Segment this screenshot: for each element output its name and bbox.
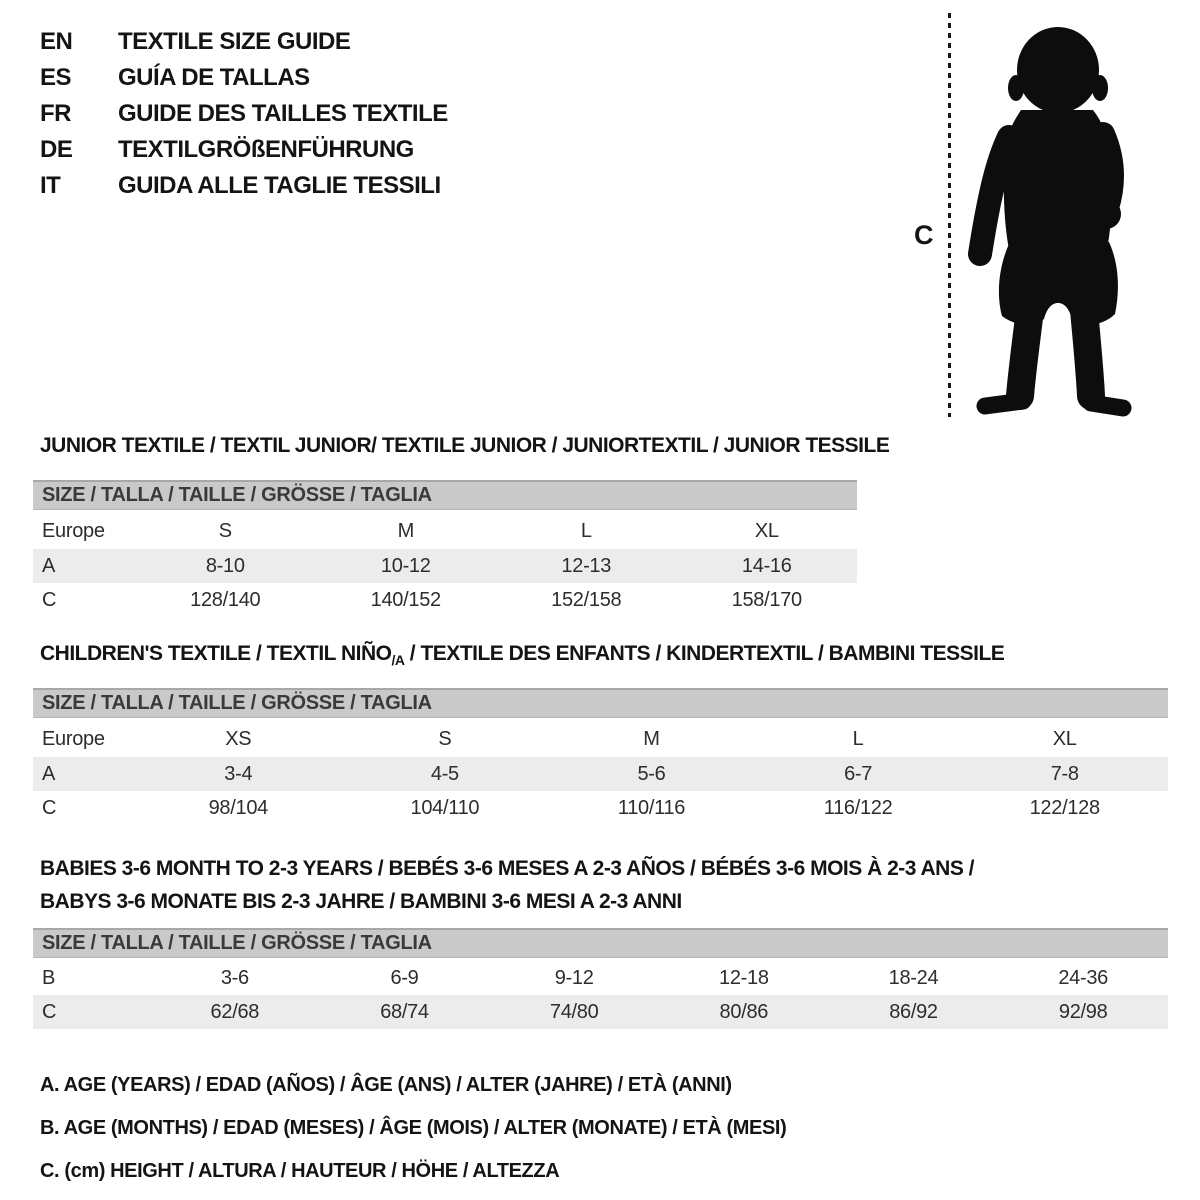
babies-heading-line2: BABYS 3-6 MONATE BIS 2-3 JAHRE / BAMBINI 3-6 MESI A 2-3 ANNI [40, 890, 682, 913]
cell: 122/128 [1029, 796, 1100, 819]
cell: 80/86 [719, 1000, 769, 1023]
column-header: L [580, 519, 592, 542]
legend-line: C. (cm) HEIGHT / ALTURA / HAUTEUR / HÖHE / ALTEZZA [40, 1160, 560, 1182]
cell: 5-6 [637, 762, 666, 785]
legend-line: A. AGE (YEARS) / EDAD (AÑOS) / ÂGE (ANS) / ALTER (JAHRE) / ETÀ (ANNI) [40, 1074, 732, 1096]
height-measure-dashed-line [948, 13, 951, 417]
cell: 3-6 [220, 966, 249, 989]
cell: 10-12 [380, 554, 431, 577]
table-column-header-row [33, 513, 857, 549]
table-row [33, 791, 1168, 825]
language-row [40, 24, 448, 60]
cell: 3-4 [224, 762, 253, 785]
cell: 7-8 [1050, 762, 1079, 785]
language-title: GUIDA ALLE TAGLIE TESSILI [118, 172, 441, 199]
babies-table [33, 928, 1168, 1029]
height-marker-label: C [914, 220, 934, 250]
region-label: Europe [42, 727, 105, 750]
children-section-heading [40, 642, 1004, 672]
table-column-header-row [33, 721, 1168, 757]
column-header: XS [225, 727, 252, 750]
language-row [40, 60, 448, 96]
cell: 62/68 [210, 1000, 260, 1023]
column-header: S [218, 519, 232, 542]
language-code: IT [40, 172, 61, 199]
row-label: A [42, 762, 56, 785]
junior-section-heading: JUNIOR TEXTILE / TEXTIL JUNIOR/ TEXTILE JUNIOR / JUNIORTEXTIL / JUNIOR TESSILE [40, 434, 890, 457]
language-title: TEXTILGRÖßENFÜHRUNG [118, 136, 414, 163]
babies-section-heading [40, 852, 974, 918]
table-row [33, 757, 1168, 791]
cell: 104/110 [410, 796, 480, 819]
table-row [33, 961, 1168, 995]
row-label: C [42, 796, 57, 819]
cell: 98/104 [208, 796, 268, 819]
cell: 24-36 [1058, 966, 1108, 989]
language-title: GUÍA DE TALLAS [118, 64, 310, 91]
language-row [40, 168, 448, 204]
column-header: XL [754, 519, 779, 542]
height-figure [900, 0, 1200, 430]
children-table [33, 688, 1168, 825]
cell: 158/170 [731, 588, 802, 611]
language-code: ES [40, 64, 72, 91]
row-label: C [42, 588, 57, 611]
legend [40, 1064, 786, 1193]
babies-heading-line1: BABIES 3-6 MONTH TO 2-3 YEARS / BEBÉS 3-6 MESES A 2-3 AÑOS / BÉBÉS 3-6 MOIS À 2-3 ANS / [40, 857, 975, 880]
language-row [40, 96, 448, 132]
cell: 14-16 [741, 554, 792, 577]
cell: 74/80 [549, 1000, 599, 1023]
table-row [33, 549, 857, 583]
cell: 140/152 [370, 588, 441, 611]
cell: 6-7 [844, 762, 873, 785]
column-header: S [438, 727, 452, 750]
junior-table [33, 480, 857, 617]
language-code: EN [40, 28, 73, 55]
language-title: TEXTILE SIZE GUIDE [118, 28, 351, 55]
language-code: FR [40, 100, 71, 127]
language-list [40, 24, 448, 204]
cell: 12-13 [561, 554, 612, 577]
column-header: XL [1052, 727, 1077, 750]
children-heading-sub: /A [391, 652, 405, 669]
legend-line: B. AGE (MONTHS) / EDAD (MESES) / ÂGE (MOIS) / ALTER (MONATE) / ETÀ (MESI) [40, 1117, 787, 1139]
cell: 12-18 [719, 966, 769, 989]
column-header: M [397, 519, 414, 542]
language-title: GUIDE DES TAILLES TEXTILE [118, 100, 448, 127]
cell: 110/116 [617, 796, 686, 819]
cell: 92/98 [1058, 1000, 1108, 1023]
row-label: C [42, 1000, 57, 1023]
table-row [33, 995, 1168, 1029]
column-header: L [852, 727, 864, 750]
children-heading-pre: CHILDREN'S TEXTILE / TEXTIL NIÑO [40, 642, 392, 665]
language-code: DE [40, 136, 73, 163]
cell: 18-24 [888, 966, 939, 989]
size-header-bar: SIZE / TALLA / TAILLE / GRÖSSE / TAGLIA [33, 688, 1168, 718]
row-label: A [42, 554, 56, 577]
cell: 8-10 [205, 554, 245, 577]
cell: 116/122 [823, 796, 893, 819]
cell: 68/74 [380, 1000, 429, 1023]
cell: 128/140 [190, 588, 261, 611]
children-heading-post: / TEXTILE DES ENFANTS / KINDERTEXTIL / BAMBINI TESSILE [404, 642, 1005, 665]
language-row [40, 132, 448, 168]
cell: 86/92 [889, 1000, 938, 1023]
cell: 152/158 [551, 588, 622, 611]
table-row [33, 583, 857, 617]
column-header: M [643, 727, 660, 750]
region-label: Europe [42, 519, 105, 542]
row-label: B [42, 966, 56, 989]
cell: 4-5 [430, 762, 459, 785]
size-header-bar: SIZE / TALLA / TAILLE / GRÖSSE / TAGLIA [33, 928, 1168, 958]
cell: 6-9 [390, 966, 419, 989]
size-header-bar: SIZE / TALLA / TAILLE / GRÖSSE / TAGLIA [33, 480, 857, 510]
baby-silhouette-icon [963, 22, 1138, 417]
cell: 9-12 [554, 966, 594, 989]
